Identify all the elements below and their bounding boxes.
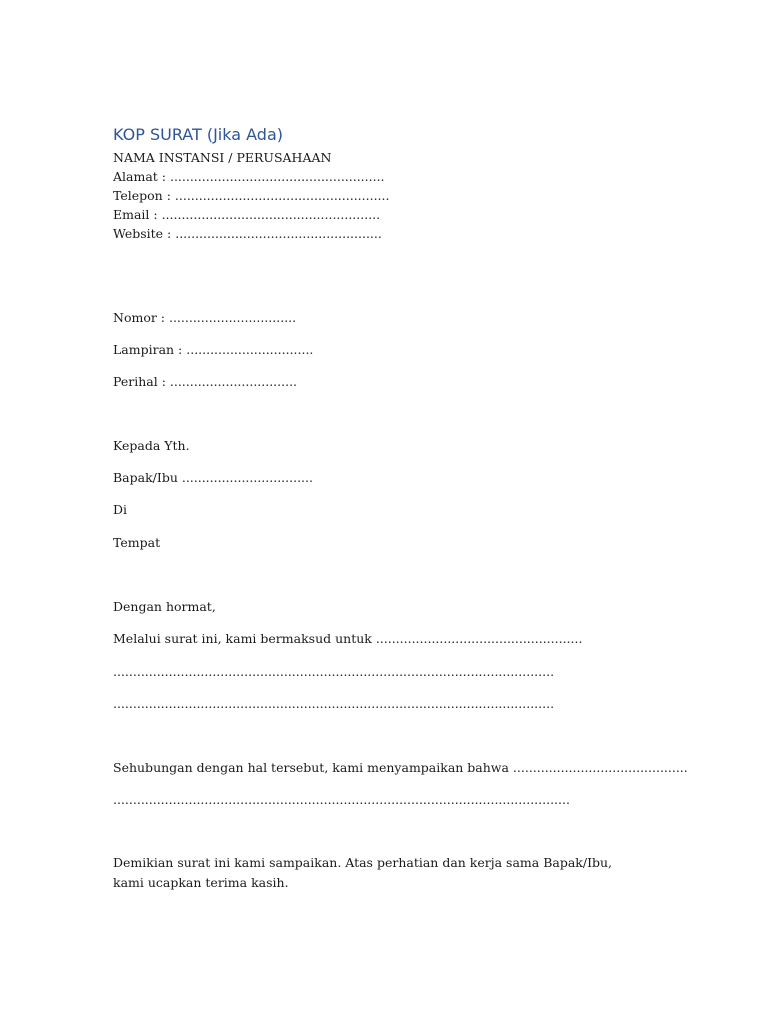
recipient-di: Di [113, 502, 128, 517]
intro-paragraph: Melalui surat ini, kami bermaksud untuk .................................................... [113, 631, 583, 646]
relation-paragraph: Sehubungan dengan hal tersebut, kami menyampaikan bahwa ............................................ [113, 760, 688, 775]
phone-line: Telepon : ...................................................... [113, 188, 390, 203]
address-line: Alamat : ...................................................... [113, 169, 385, 184]
filler-line-1: ............................................................................................................... [113, 664, 555, 679]
recipient-name: Bapak/Ibu ................................. [113, 470, 313, 485]
letterhead-title: KOP SURAT (Jika Ada) [113, 125, 283, 144]
email-line: Email : ....................................................... [113, 207, 381, 222]
greeting: Dengan hormat, [113, 599, 216, 614]
recipient-place: Tempat [113, 535, 161, 550]
website-line: Website : .................................................... [113, 226, 382, 241]
recipient-salutation: Kepada Yth. [113, 438, 190, 453]
filler-line-3: ................................................................................................................... [113, 792, 570, 807]
nomor-line: Nomor : ................................ [113, 310, 297, 325]
perihal-line: Perihal : ................................ [113, 374, 298, 389]
company-name: NAMA INSTANSI / PERUSAHAAN [113, 150, 332, 165]
closing-paragraph: Demikian surat ini kami sampaikan. Atas perhatian dan kerja sama Bapak/Ibu, kami ucapkan terima kasih. [113, 855, 613, 890]
filler-line-2: ............................................................................................................... [113, 696, 555, 711]
lampiran-line: Lampiran : ................................ [113, 342, 314, 357]
